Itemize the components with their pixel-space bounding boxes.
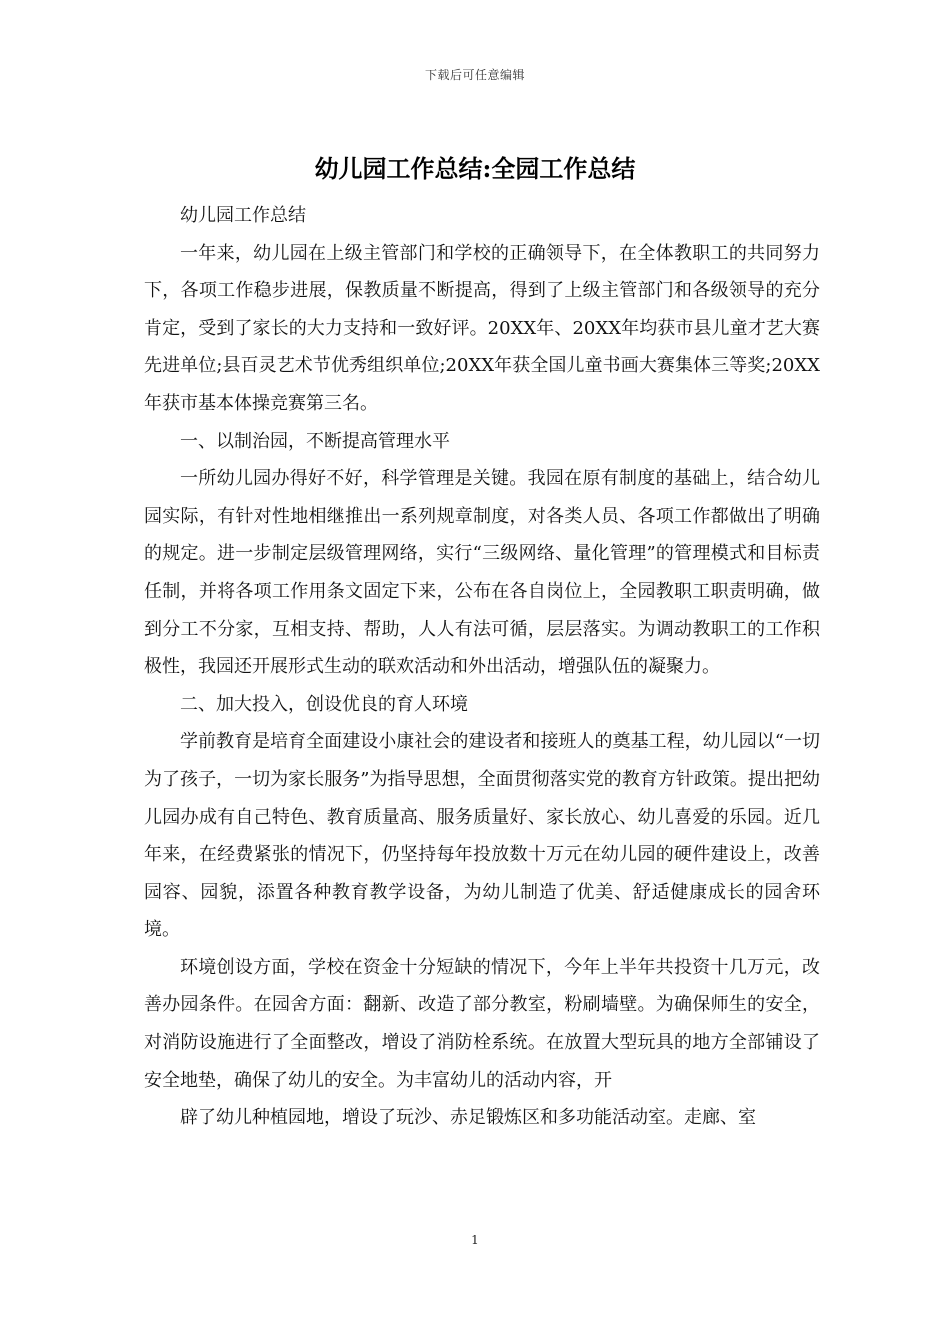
document-body <box>144 197 820 1137</box>
document-title: 幼儿园工作总结:全园工作总结 <box>314 154 636 183</box>
page-number: 1 <box>471 1233 479 1247</box>
paragraph-investment: 学前教育是培育全面建设小康社会的建设者和接班人的奠基工程，幼儿园以“一切为了孩子，一切为家长服务”为指导思想，全面贯彻落实党的教育方针政策。提出把幼儿园办成有自己特色、教育质量高、服务质量好、家长放心、幼儿喜爱的乐园。近几年来，在经费紧张的情况下，仍坚持每年投放数十万元在幼儿园的硬件建设上，改善园容、园貌，添置各种教育教学设备，为幼儿制造了优美、舒适健康成长的园舍环境。 <box>144 731 820 941</box>
header-note: 下载后可任意编辑 <box>424 68 525 82</box>
paragraph-intro: 一年来，幼儿园在上级主管部门和学校的正确领导下，在全体教职工的共同努力下，各项工作稳步进展，保教质量不断提高，得到了上级主管部门和各级领导的充分肯定，受到了家长的大力支持和一致好评。20XX年、20XX年均获市县儿童才艺大赛先进单位;县百灵艺术节优秀组织单位;20XX年获全国儿童书画大赛集体三等奖;20XX年获市基本体操竞赛第三名。 <box>144 242 820 414</box>
paragraph-environment: 环境创设方面，学校在资金十分短缺的情况下，今年上半年共投资十几万元，改善办园条件。在园舍方面：翻新、改造了部分教室，粉刷墙壁。为确保师生的安全，对消防设施进行了全面整改，增设了消防栓系统。在放置大型玩具的地方全部铺设了安全地垫，确保了幼儿的安全。为丰富幼儿的活动内容，开 <box>144 956 820 1091</box>
section-heading-1: 一、以制治园，不断提高管理水平 <box>180 430 450 452</box>
paragraph-continuation: 辟了幼儿种植园地，增设了玩沙、赤足锻炼区和多功能活动室。走廊、室 <box>180 1107 756 1129</box>
section-heading-2: 二、加大投入，创设优良的育人环境 <box>180 693 468 715</box>
paragraph-management: 一所幼儿园办得好不好，科学管理是关键。我园在原有制度的基础上，结合幼儿园实际，有针对性地相继推出一系列规章制度，对各类人员、各项工作都做出了明确的规定。进一步制定层级管理网络，实行“三级网络、量化管理”的管理模式和目标责任制，并将各项工作用条文固定下来，公布在各自岗位上，全园教职工职责明确，做到分工不分家，互相支持、帮助，人人有法可循，层层落实。为调动教职工的工作积极性，我园还开展形式生动的联欢活动和外出活动，增强队伍的凝聚力。 <box>144 468 820 678</box>
paragraph-subtitle: 幼儿园工作总结 <box>180 205 306 226</box>
